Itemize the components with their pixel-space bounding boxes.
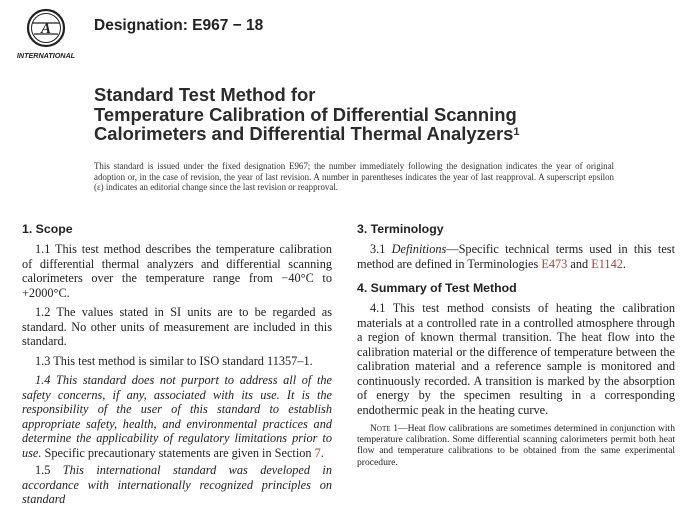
section-4-heading: 4. Summary of Test Method — [357, 281, 517, 295]
paragraph-1-2: 1.2 The values stated in SI units are to be regarded as standard. No other units of measurement are included in this standard. — [22, 305, 332, 348]
e1142-link[interactable]: E1142 — [591, 256, 623, 271]
e473-link[interactable]: E473 — [541, 256, 568, 271]
note-1 — [357, 423, 675, 468]
paragraph-1-5-num: 1.5 — [35, 463, 63, 477]
paragraph-3-1 — [357, 242, 675, 271]
title-line-3 — [94, 124, 654, 144]
left-column — [22, 222, 332, 512]
paragraph-1-5-text: This international standard was developed in accordance with internationally recognized principles on standard — [22, 463, 333, 506]
paragraph-3-1-num: 3.1 — [370, 242, 392, 256]
paragraph-4-1: 4.1 This test method consists of heating the calibration materials at a controlled rate in a controlled atmosphere through a region of known thermal transition. The heat flow into the calibration material or the difference of temperature between the calibration material and a reference sample is monitored and continuously recorded. A transition is marked by the absorption of energy by the specimen resulting in a corresponding endothermic peak in the heating curve. — [357, 301, 675, 417]
document-title — [94, 85, 654, 144]
paragraph-1-4-end: . — [320, 445, 324, 460]
definitions-term: Definitions — [391, 242, 447, 256]
title-line-2: Temperature Calibration of Differential Scanning — [94, 103, 517, 125]
title-line-3-text: Calorimeters and Differential Thermal Analyzers — [94, 123, 514, 145]
paragraph-1-4 — [22, 373, 332, 460]
right-column — [357, 222, 675, 468]
title-line-1: Standard Test Method for — [94, 84, 316, 105]
logo-wordmark: INTERNATIONAL — [16, 51, 76, 60]
paragraph-1-4-safety: 1.4 This standard does not purport to address all of the safety concerns, if any, associated with its use. It is the responsibility of the user of this standard to establish appropriate safety, health, and environmental practices and determine the applicability of regulatory limitations prior to use. — [22, 373, 332, 460]
standard-notice: This standard is issued under the fixed designation E967; the number immediately following the designation indicates the year of original adoption or, in the case of revision, the year of last revision. A number in parentheses indicates the year of last reapproval. A superscript epsilon (ε) indicates an editorial change since the last revision or reapproval. — [94, 161, 614, 192]
astm-logo — [16, 6, 84, 62]
note-1-label: Note 1 — [370, 423, 398, 434]
paragraph-1-3: 1.3 This test method is similar to ISO standard 11357–1. — [35, 353, 313, 368]
title-footnote-mark: 1 — [513, 126, 520, 139]
svg-text:A: A — [40, 21, 52, 37]
paragraph-1-4-tail: Specific precautionary statements are given in Section — [41, 445, 315, 460]
paragraph-1-5 — [22, 463, 332, 507]
section-7-link[interactable]: 7 — [314, 445, 321, 460]
designation: Designation: E967 − 18 — [94, 17, 264, 34]
section-3-heading: 3. Terminology — [357, 222, 444, 236]
paragraph-3-1-text: —Specific technical terms used in this test method are defined in Terminologies — [357, 242, 675, 271]
paragraph-3-1-end: . — [622, 256, 626, 271]
paragraph-1-1: 1.1 This test method describes the temperature calibration of differential thermal analyzers and differential scanning calorimeters over the temperature range from −40°C to +2000°C. — [22, 242, 332, 300]
note-1-text: —Heat flow calibrations are sometimes determined in conjunction with temperature calibration. Some differential scanning calorimeters permit both heat flow and temperature calibrations to be obtained from the same experimental procedure. — [357, 423, 675, 468]
paragraph-3-1-and: and — [567, 256, 592, 271]
section-1-heading: 1. Scope — [22, 222, 73, 236]
